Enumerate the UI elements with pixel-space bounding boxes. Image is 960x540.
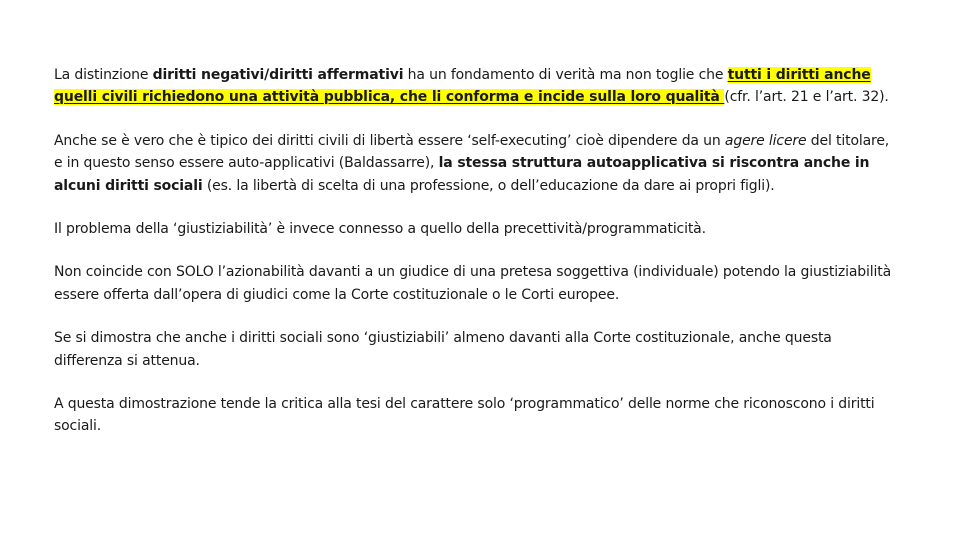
p1-text-1: La distinzione [54,67,153,83]
p1-highlighted-statement: tutti i diritti anche quelli civili richiedono una attività pubblica, che li conforma e incide sulla loro qualità [54,67,871,106]
paragraph-dimostrazione: A questa dimostrazione tende la critica alla tesi del carattere solo ‘programmatico’ delle norme che riconoscono i diritti sociali. [54,396,875,435]
p1-reference: (cfr. l’art. 21 e l’art. 32). [724,89,889,106]
p2-text-2: del titolare, e in questo senso essere auto-applicativi (Baldassarre), [54,132,890,172]
p2-text-3: (es. la libertà di scelta di una professione, o dell’educazione da dare ai propri figli). [202,177,775,194]
p1-text-2: ha un fondamento di verità ma non toglie che [403,67,728,83]
p1-bold-term: diritti negativi/diritti affermativi [152,67,404,83]
paragraph-giustiziabilita: Il problema della ‘giustiziabilità’ è invece connesso a quello della precettività/programmaticità. [54,221,706,238]
paragraph-azionabilita: Non coincide con SOLO l’azionabilità davanti a un giudice di una pretesa soggettiva (individuale) potendo la giustiziabilità essere offerta dall’opera di giudici come la Corte costituzionale o le Corti europee. [54,264,892,303]
p2-text-1: Anche se è vero che è tipico dei diritti civili di libertà essere ‘self-executing’ cioè dipendere da un [54,132,725,149]
paragraph-self-executing [54,130,894,197]
paragraph-distinzione [54,64,894,109]
p2-bold-statement: la stessa struttura autoapplicativa si riscontra anche in alcuni diritti sociali [54,155,870,194]
slide-body [54,64,894,459]
paragraph-diritti-sociali: Se si dimostra che anche i diritti sociali sono ‘giustiziabili’ almeno davanti alla Corte costituzionale, anche questa differenza si attenua. [54,330,832,369]
p2-italic-term: agere licere [724,132,807,149]
